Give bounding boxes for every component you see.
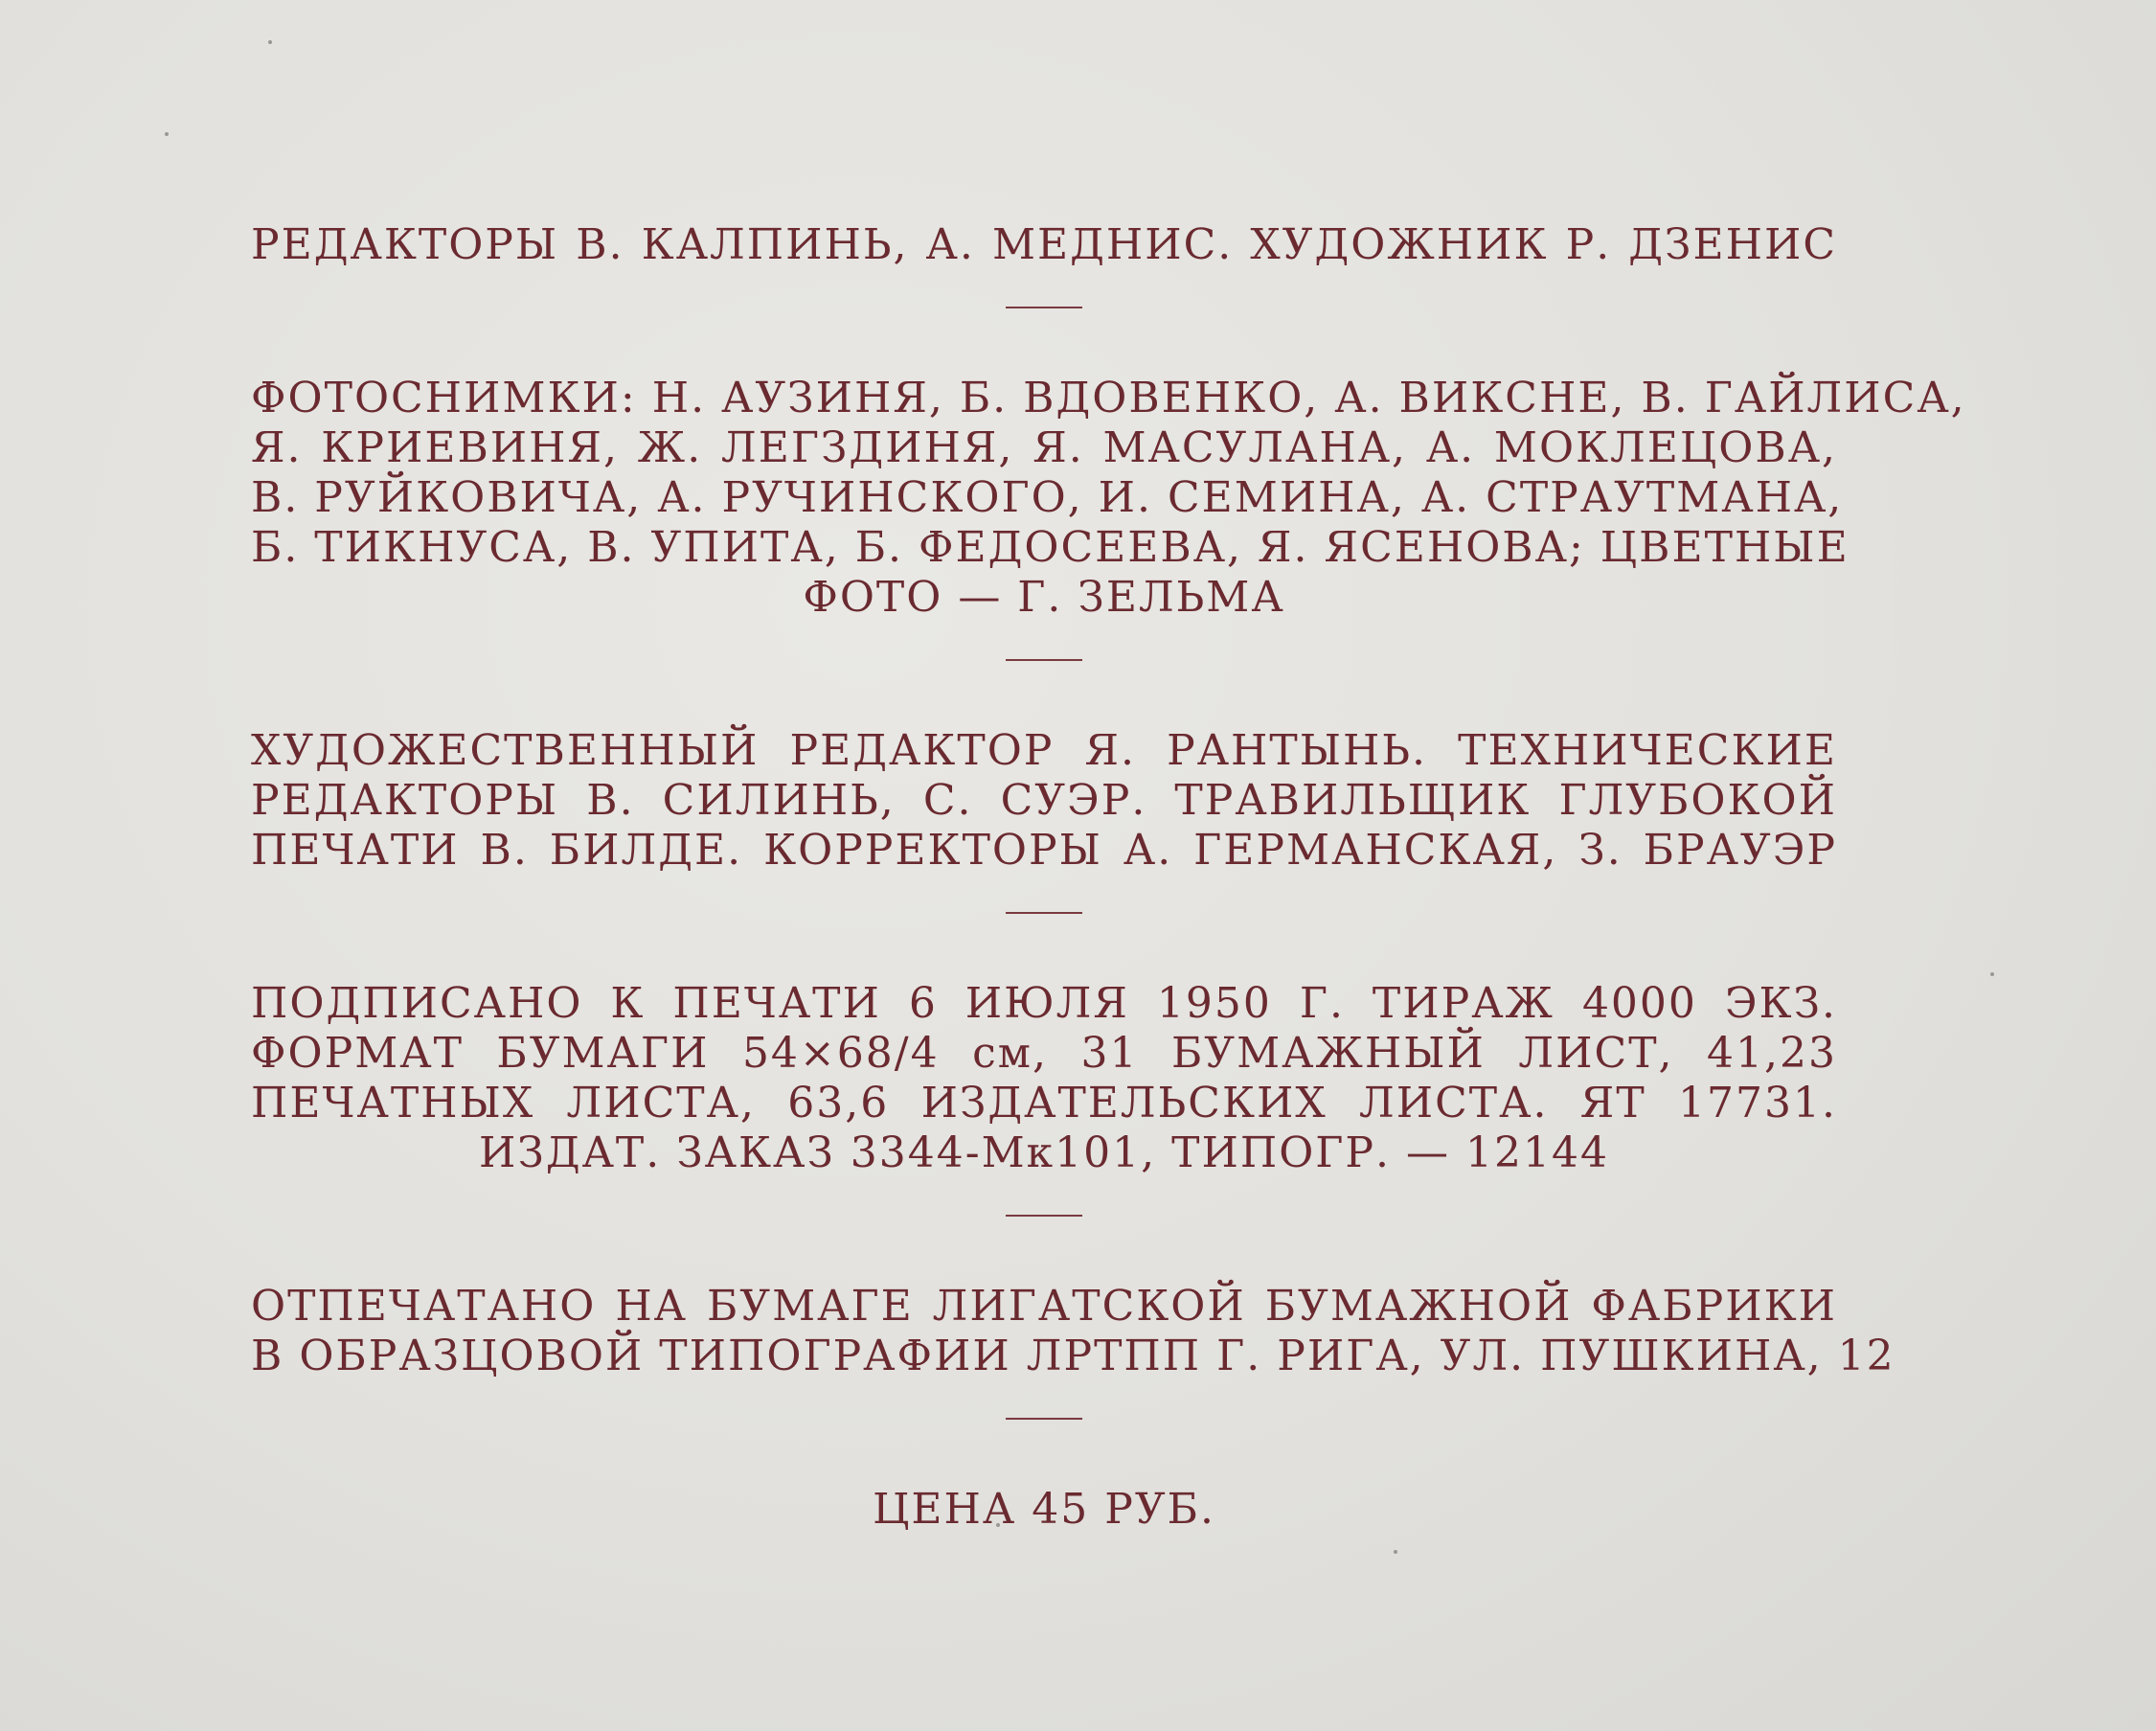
printer-line: ОТПЕЧАТАНО НА БУМАГЕ ЛИГАТСКОЙ БУМАЖНОЙ ФАБРИКИ: [251, 1282, 1837, 1331]
photographers-line: ФОТО — Г. ЗЕЛЬМА: [803, 573, 1285, 622]
section-divider: [1006, 659, 1082, 661]
photographers-line: Я. КРИЕВИНЯ, Ж. ЛЕГЗДИНЯ, Я. МАСУЛАНА, А. МОКЛЕЦОВА,: [251, 423, 1837, 472]
photographers-block: [251, 374, 1966, 623]
section-divider: [1006, 912, 1082, 914]
staff-line: РЕДАКТОРЫ В. СИЛИНЬ, С. СУЭР. ТРАВИЛЬЩИК ГЛУБОКОЙ: [251, 776, 1837, 825]
paper-speck: [268, 40, 272, 44]
paper-speck: [1394, 1550, 1397, 1554]
print-data-line: ФОРМАТ БУМАГИ 54×68/4 см, 31 БУМАЖНЫЙ ЛИСТ, 41,23: [251, 1029, 1837, 1078]
print-data-line: ИЗДАТ. ЗАКАЗ 3344-Мк101, ТИПОГР. — 12144: [479, 1128, 1609, 1177]
print-data-line: ПЕЧАТНЫХ ЛИСТА, 63,6 ИЗДАТЕЛЬСКИХ ЛИСТА. ЯТ 17731.: [251, 1079, 1837, 1127]
section-divider: [1006, 1215, 1082, 1217]
photographers-line: Б. ТИКНУСА, В. УПИТА, Б. ФЕДОСЕЕВА, Я. ЯСЕНОВА; ЦВЕТНЫЕ: [251, 523, 1850, 572]
photographers-line: В. РУЙКОВИЧА, А. РУЧИНСКОГО, И. СЕМИНА, А. СТРАУТМАНА,: [251, 473, 1844, 522]
section-divider: [1006, 1418, 1082, 1420]
paper-speck: [165, 132, 169, 136]
photographers-line: ФОТОСНИМКИ: Н. АУЗИНЯ, Б. ВДОВЕНКО, А. ВИКСНЕ, В. ГАЙЛИСА,: [251, 374, 1966, 422]
printer-line: В ОБРАЗЦОВОЙ ТИПОГРАФИИ ЛРТПП Г. РИГА, УЛ. ПУШКИНА, 12: [251, 1332, 1895, 1380]
staff-line: ПЕЧАТИ В. БИЛДЕ. КОРРЕКТОРЫ А. ГЕРМАНСКАЯ, З. БРАУЭР: [251, 826, 1837, 875]
printer-block: [251, 1282, 1895, 1381]
section-divider: [1006, 307, 1082, 308]
print-data-block: [251, 979, 1837, 1178]
paper-speck: [1990, 972, 1994, 976]
staff-line: ХУДОЖЕСТВЕННЫЙ РЕДАКТОР Я. РАНТЫНЬ. ТЕХНИЧЕСКИЕ: [251, 726, 1837, 775]
editors-block: [251, 220, 1837, 270]
imprint-page: [251, 220, 1966, 1535]
staff-block: [251, 726, 1837, 876]
print-data-line: ПОДПИСАНО К ПЕЧАТИ 6 ИЮЛЯ 1950 Г. ТИРАЖ 4000 ЭКЗ.: [251, 979, 1837, 1028]
editors-line: РЕДАКТОРЫ В. КАЛПИНЬ, А. МЕДНИС. ХУДОЖНИК Р. ДЗЕНИС: [251, 220, 1837, 269]
price-block: [251, 1485, 1837, 1535]
price-line: ЦЕНА 45 РУБ.: [873, 1485, 1215, 1534]
